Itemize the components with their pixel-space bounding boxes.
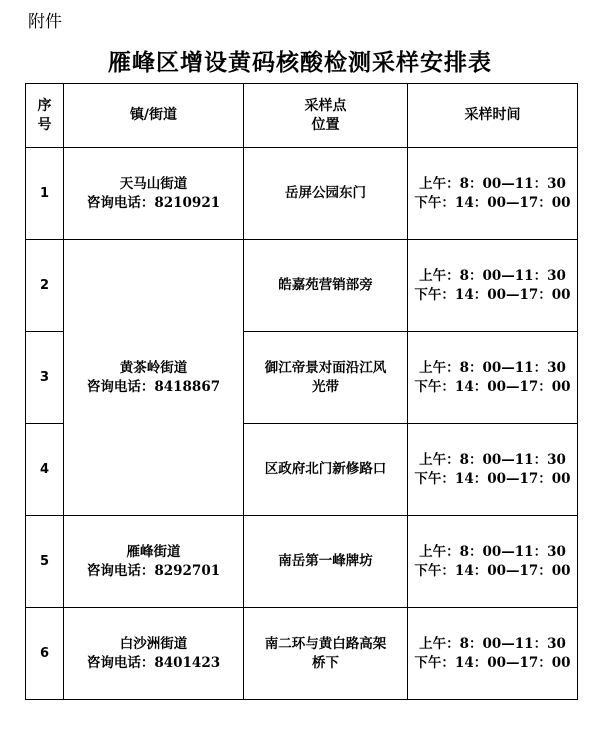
header-location <box>244 84 408 148</box>
location-line: 南二环与黄白路高架 <box>264 635 387 652</box>
street-name: 天马山街道 <box>119 175 188 192</box>
location-line: 桥下 <box>312 654 339 671</box>
cell-street <box>64 516 244 608</box>
cell-seq: 5 <box>26 516 64 608</box>
cell-location <box>244 424 408 516</box>
time-afternoon: 下午：14：00—17：00 <box>414 562 571 579</box>
street-phone: 咨询电话：8418867 <box>86 378 221 395</box>
location-line: 光带 <box>312 378 339 395</box>
sampling-schedule-table <box>25 83 578 700</box>
time-morning: 上午：8：00—11：30 <box>419 175 566 192</box>
street-name: 黄茶岭街道 <box>119 359 188 376</box>
header-time: 采样时间 <box>408 84 578 148</box>
page-title: 雁峰区增设黄码核酸检测采样安排表 <box>108 49 492 76</box>
time-afternoon: 下午：14：00—17：00 <box>414 470 571 487</box>
cell-seq: 3 <box>26 332 64 424</box>
cell-time <box>408 516 578 608</box>
header-street: 镇/街道 <box>64 84 244 148</box>
table-row <box>26 608 578 700</box>
cell-seq: 1 <box>26 148 64 240</box>
cell-location <box>244 608 408 700</box>
street-phone: 咨询电话：8401423 <box>86 654 221 671</box>
location-line: 御江帝景对面沿江风 <box>264 359 387 376</box>
time-afternoon: 下午：14：00—17：00 <box>414 378 571 395</box>
time-morning: 上午：8：00—11：30 <box>419 359 566 376</box>
cell-location <box>244 332 408 424</box>
cell-time <box>408 332 578 424</box>
table-row <box>26 148 578 240</box>
street-phone: 咨询电话：8210921 <box>86 194 221 211</box>
street-name: 雁峰街道 <box>126 543 181 560</box>
header-location-line1: 采样点 <box>304 97 347 114</box>
street-phone: 咨询电话：8292701 <box>86 562 221 579</box>
cell-seq: 6 <box>26 608 64 700</box>
time-morning: 上午：8：00—11：30 <box>419 635 566 652</box>
cell-time <box>408 608 578 700</box>
cell-location <box>244 240 408 332</box>
header-location-line2: 位置 <box>311 116 340 133</box>
cell-seq: 4 <box>26 424 64 516</box>
street-name: 白沙洲街道 <box>119 635 188 652</box>
location-line: 区政府北门新修路口 <box>264 461 387 477</box>
cell-street <box>64 240 244 516</box>
cell-time <box>408 148 578 240</box>
time-morning: 上午：8：00—11：30 <box>419 451 566 468</box>
attachment-label: 附件 <box>28 12 62 32</box>
cell-street <box>64 608 244 700</box>
table-row <box>26 240 578 332</box>
cell-location <box>244 148 408 240</box>
location-line: 岳屏公园东门 <box>285 185 366 201</box>
cell-street <box>64 148 244 240</box>
time-afternoon: 下午：14：00—17：00 <box>414 286 571 303</box>
time-afternoon: 下午：14：00—17：00 <box>414 194 571 211</box>
cell-time <box>408 240 578 332</box>
cell-time <box>408 424 578 516</box>
table-header-row <box>26 84 578 148</box>
cell-seq: 2 <box>26 240 64 332</box>
cell-location <box>244 516 408 608</box>
header-seq-line1: 序 <box>37 97 52 114</box>
time-morning: 上午：8：00—11：30 <box>419 267 566 284</box>
time-morning: 上午：8：00—11：30 <box>419 543 566 560</box>
location-line: 南岳第一峰牌坊 <box>278 553 373 569</box>
table-row <box>26 516 578 608</box>
location-line: 皓嘉苑营销部旁 <box>278 277 373 293</box>
header-seq <box>26 84 64 148</box>
time-afternoon: 下午：14：00—17：00 <box>414 654 571 671</box>
header-seq-line2: 号 <box>37 116 52 133</box>
